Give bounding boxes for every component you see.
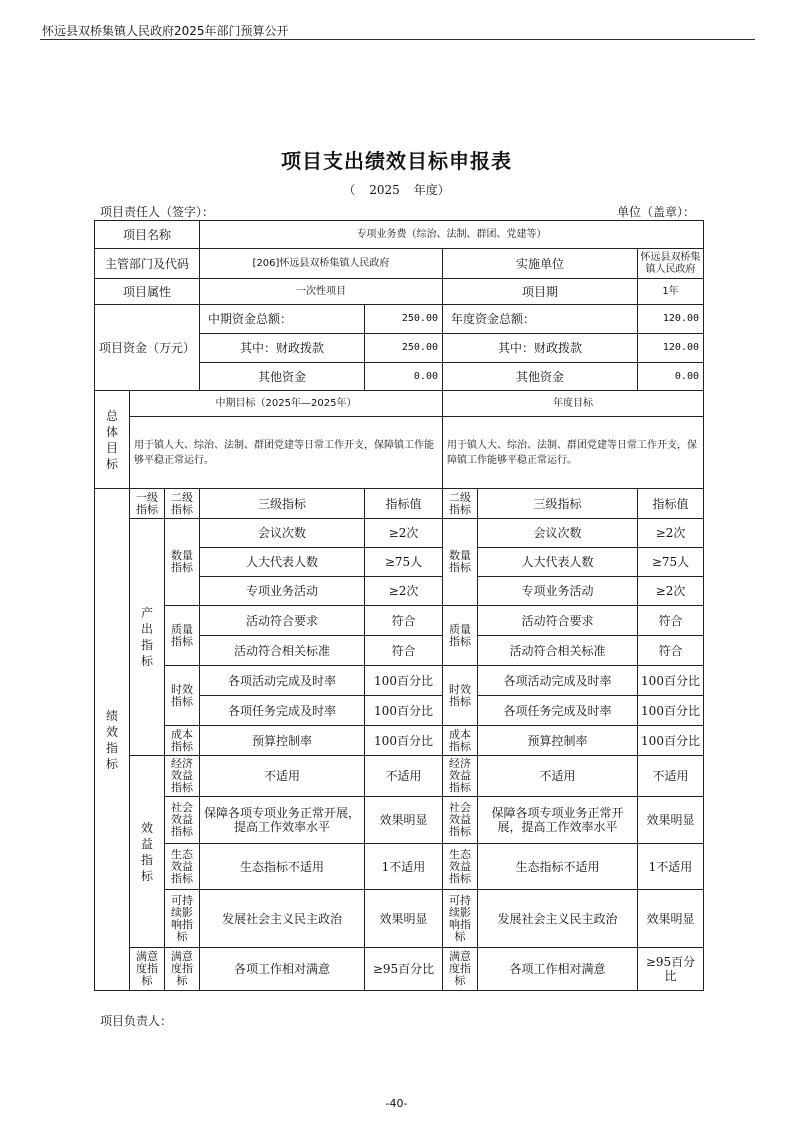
page-number: -40- <box>385 1097 408 1110</box>
dept-label: 主管部门及代码 <box>95 249 200 279</box>
impl-unit-label: 实施单位 <box>443 249 638 279</box>
value-cell-right: 符合 <box>638 636 704 666</box>
table-row <box>95 726 704 756</box>
l3-cell: 保障各项专项业务正常开展，提高工作效率水平 <box>200 797 365 844</box>
l3-cell-right: 发展社会主义民主政治 <box>478 890 638 948</box>
dept-value: [206]怀远县双桥集镇人民政府 <box>200 249 443 279</box>
value-cell: 不适用 <box>365 756 443 797</box>
perf-indicator-label: 绩效指标 <box>95 489 130 991</box>
sat-l2-label-right: 满意度指标 <box>443 948 478 991</box>
value-cell: 100百分比 <box>365 726 443 756</box>
l3-cell-right: 各项活动完成及时率 <box>478 666 638 696</box>
header-rule <box>40 39 755 40</box>
mid-goal-header: 中期目标（2025年—2025年） <box>130 391 443 417</box>
value-cell-right: 效果明显 <box>638 890 704 948</box>
mid-total-value: 250.00 <box>365 305 443 334</box>
sustainable-indicator-label-right: 可持续影响指标 <box>443 890 478 948</box>
value-cell-right: ≥2次 <box>638 577 704 606</box>
l3-cell-right: 会议次数 <box>478 519 638 548</box>
sustainable-indicator-label: 可持续影响指标 <box>165 890 200 948</box>
row-funds-total <box>95 305 704 334</box>
l3-cell-right: 专项业务活动 <box>478 577 638 606</box>
h-value: 指标值 <box>365 489 443 519</box>
value-cell: 符合 <box>365 606 443 636</box>
year-goal-text: 用于镇人大、综治、法制、群团党建等日常工作开支，保障镇工作能够平稳正常运行。 <box>443 417 704 489</box>
value-cell-right: 100百分比 <box>638 726 704 756</box>
l3-cell-right: 各项任务完成及时率 <box>478 696 638 726</box>
year-other-value: 0.00 <box>638 363 704 391</box>
economic-indicator-label: 经济效益指标 <box>165 756 200 797</box>
l3-cell: 专项业务活动 <box>200 577 365 606</box>
impl-unit-value: 怀远县双桥集镇人民政府 <box>638 249 704 279</box>
year-line <box>0 181 793 198</box>
social-indicator-label-right: 社会效益指标 <box>443 797 478 844</box>
quality-indicator-label: 质量指标 <box>165 606 200 666</box>
value-cell: ≥2次 <box>365 519 443 548</box>
table-row <box>95 890 704 948</box>
l3-cell: 各项任务完成及时率 <box>200 696 365 726</box>
funds-label: 项目资金（万元） <box>95 305 200 391</box>
year-close: 年度） <box>413 183 450 197</box>
row-project-name <box>95 221 704 249</box>
table-row <box>95 606 704 636</box>
year-value: 2025 <box>369 183 400 197</box>
quantity-indicator-label-right: 数量指标 <box>443 519 478 606</box>
table-row <box>95 519 704 548</box>
l3-cell: 不适用 <box>200 756 365 797</box>
overall-goal-label: 总体目标 <box>95 391 130 489</box>
l3-cell-right: 活动符合要求 <box>478 606 638 636</box>
value-cell-right: 效果明显 <box>638 797 704 844</box>
l3-cell: 各项活动完成及时率 <box>200 666 365 696</box>
value-cell-right: 100百分比 <box>638 696 704 726</box>
attr-value: 一次性项目 <box>200 279 443 305</box>
responsible-person-label: 项目责任人（签字）： <box>100 205 215 219</box>
row-attribute <box>95 279 704 305</box>
quantity-indicator-label: 数量指标 <box>165 519 200 606</box>
l3-cell: 发展社会主义民主政治 <box>200 890 365 948</box>
l3-cell: 活动符合要求 <box>200 606 365 636</box>
h-level2: 二级指标 <box>165 489 200 519</box>
row-department <box>95 249 704 279</box>
value-cell: 效果明显 <box>365 797 443 844</box>
output-indicator-label: 产出指标 <box>130 519 165 756</box>
mid-other-label: 其他资金 <box>200 363 365 391</box>
l3-cell: 各项工作相对满意 <box>200 948 365 991</box>
l3-cell-right: 活动符合相关标准 <box>478 636 638 666</box>
cost-indicator-label: 成本指标 <box>165 726 200 756</box>
mid-fiscal-value: 250.00 <box>365 334 443 363</box>
row-indicator-header <box>95 489 704 519</box>
l3-cell-right: 预算控制率 <box>478 726 638 756</box>
economic-indicator-label-right: 经济效益指标 <box>443 756 478 797</box>
l3-cell: 会议次数 <box>200 519 365 548</box>
satisfaction-indicator-label: 满意度指标 <box>130 948 165 991</box>
value-cell: 100百分比 <box>365 696 443 726</box>
mid-total-label: 中期资金总额： <box>200 305 365 334</box>
value-cell-right: 符合 <box>638 606 704 636</box>
table-row <box>95 797 704 844</box>
l3-cell-right: 不适用 <box>478 756 638 797</box>
l3-cell: 人大代表人数 <box>200 548 365 577</box>
year-total-value: 120.00 <box>638 305 704 334</box>
year-fiscal-label: 其中：财政拨款 <box>443 334 638 363</box>
period-label: 项目期 <box>443 279 638 305</box>
l3-cell: 预算控制率 <box>200 726 365 756</box>
l3-cell: 生态指标不适用 <box>200 844 365 890</box>
year-open: （ <box>343 183 356 197</box>
table-row <box>95 844 704 890</box>
year-fiscal-value: 120.00 <box>638 334 704 363</box>
table-row <box>95 948 704 991</box>
quality-indicator-label-right: 质量指标 <box>443 606 478 666</box>
value-cell-right: 100百分比 <box>638 666 704 696</box>
ecological-indicator-label: 生态效益指标 <box>165 844 200 890</box>
value-cell: 1不适用 <box>365 844 443 890</box>
project-name-label: 项目名称 <box>95 221 200 249</box>
value-cell: ≥75人 <box>365 548 443 577</box>
benefit-indicator-label: 效益指标 <box>130 756 165 948</box>
l3-cell: 活动符合相关标准 <box>200 636 365 666</box>
form-title: 项目支出绩效目标申报表 <box>281 149 512 173</box>
page-header: 怀远县双桥集镇人民政府2025年部门预算公开 <box>42 24 289 38</box>
h-value-right: 指标值 <box>638 489 704 519</box>
value-cell: ≥2次 <box>365 577 443 606</box>
value-cell-right: ≥75人 <box>638 548 704 577</box>
l3-cell-right: 保障各项专项业务正常开展，提高工作效率水平 <box>478 797 638 844</box>
h-level1: 一级指标 <box>130 489 165 519</box>
h-level2-right: 二级指标 <box>443 489 478 519</box>
l3-cell-right: 人大代表人数 <box>478 548 638 577</box>
sat-l2-label: 满意度指标 <box>165 948 200 991</box>
cost-indicator-label-right: 成本指标 <box>443 726 478 756</box>
value-cell: 100百分比 <box>365 666 443 696</box>
period-value: 1年 <box>638 279 704 305</box>
value-cell: 效果明显 <box>365 890 443 948</box>
l3-cell-right: 各项工作相对满意 <box>478 948 638 991</box>
row-goals-header <box>95 391 704 417</box>
performance-table <box>94 220 704 991</box>
ecological-indicator-label-right: 生态效益指标 <box>443 844 478 890</box>
timeliness-indicator-label-right: 时效指标 <box>443 666 478 726</box>
year-other-label: 其他资金 <box>443 363 638 391</box>
year-goal-header: 年度目标 <box>443 391 704 417</box>
table-row <box>95 666 704 696</box>
value-cell-right: ≥2次 <box>638 519 704 548</box>
mid-other-value: 0.00 <box>365 363 443 391</box>
project-name-value: 专项业务费（综治、法制、群团、党建等） <box>200 221 704 249</box>
unit-seal-label: 单位（盖章）： <box>617 205 696 219</box>
mid-fiscal-label: 其中：财政拨款 <box>200 334 365 363</box>
value-cell-right: 不适用 <box>638 756 704 797</box>
value-cell-right: 1不适用 <box>638 844 704 890</box>
h-level3: 三级指标 <box>200 489 365 519</box>
l3-cell-right: 生态指标不适用 <box>478 844 638 890</box>
mid-goal-text: 用于镇人大、综治、法制、群团党建等日常工作开支，保障镇工作能够平稳正常运行。 <box>130 417 443 489</box>
project-leader-label: 项目负责人： <box>100 1014 173 1028</box>
value-cell: 符合 <box>365 636 443 666</box>
attr-label: 项目属性 <box>95 279 200 305</box>
table-row <box>95 756 704 797</box>
timeliness-indicator-label: 时效指标 <box>165 666 200 726</box>
row-goals-text <box>95 417 704 489</box>
value-cell: ≥95百分比 <box>365 948 443 991</box>
social-indicator-label: 社会效益指标 <box>165 797 200 844</box>
value-cell-right: ≥95百分比 <box>638 948 704 991</box>
year-total-label: 年度资金总额： <box>443 305 638 334</box>
h-level3-right: 三级指标 <box>478 489 638 519</box>
